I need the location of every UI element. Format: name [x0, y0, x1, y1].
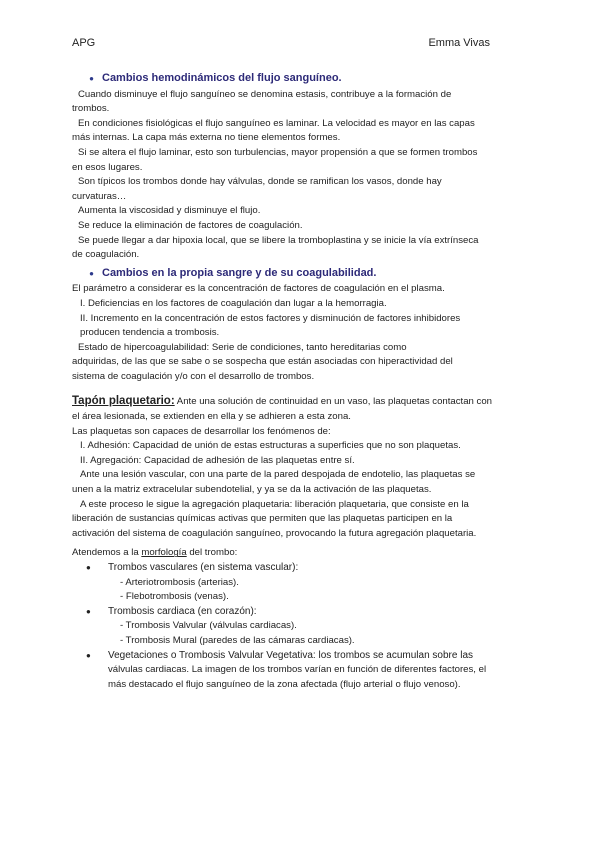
paragraph-line: Ante una lesión vascular, con una parte de la pared despojada de endotelio, las plaquetas se [80, 469, 476, 481]
document-body [72, 68, 532, 692]
list-item-cardiac [72, 605, 532, 620]
paragraph-line: Si se altera el flujo laminar, esto son turbulencias, mayor propensión a que se formen trombos [78, 146, 478, 158]
paragraph-line: activación del sistema de coagulación sanguíneo, provocando la futura agregación plaquetaria. [72, 527, 477, 539]
list-item-vascular [72, 561, 532, 576]
sub-item: - Trombosis Mural (paredes de las cámaras cardiacas). [120, 634, 355, 646]
list-item-continuation: más destacado el flujo sanguíneo de la zona afectada (flujo arterial o flujo venoso). [108, 678, 461, 690]
list-item-text: Trombos vasculares (en sistema vascular): [108, 562, 299, 573]
paragraph-line: más internas. La capa más externa no tiene elementos formes. [72, 132, 341, 144]
paragraph-line: El parámetro a considerar es la concentración de factores de coagulación en el plasma. [72, 283, 445, 295]
title-continuation: Ante una solución de continuidad en un vaso, las plaquetas contactan con [174, 396, 493, 408]
paragraph-line: I. Adhesión: Capacidad de unión de estas estructuras a superficies que no son plaquetas. [80, 440, 461, 452]
paragraph-line: Aumenta la viscosidad y disminuye el flujo. [78, 205, 261, 217]
header-left-text: APG [72, 37, 96, 49]
paragraph-line: sistema de coagulación y/o con el desarrollo de trombos. [72, 370, 315, 382]
bullet-icon: ● [86, 606, 91, 616]
paragraph-line: adquiridas, de las que se sabe o se sospecha que están asociadas con hiperactividad del [72, 356, 453, 368]
list-item-continuation: válvulas cardiacas. La imagen de los trombos varían en función de diferentes factores, el [108, 664, 487, 676]
intro-text-end: del trombo: [186, 547, 238, 559]
paragraph-line [72, 394, 532, 410]
paragraph-line: unen a la matriz extracelular subendotelial, y ya se da la activación de las plaquetas. [72, 484, 432, 496]
list-item-text: Trombosis cardiaca (en corazón): [108, 605, 257, 617]
paragraph-line: En condiciones fisiológicas el flujo sanguíneo es laminar. La velocidad es mayor en las capas [78, 117, 475, 129]
paragraph-line: trombos. [72, 103, 110, 115]
morphology-intro [72, 546, 532, 561]
paragraph-line: de coagulación. [72, 249, 140, 261]
sub-item: - Flebotrombosis (venas). [120, 591, 229, 603]
header-author: Emma Vivas [428, 37, 490, 49]
paragraph-line: Las plaquetas son capaces de desarrollar los fenómenos de: [72, 425, 331, 437]
list-item-text: Vegetaciones o Trombosis Valvular Vegetativa: los trombos se acumulan sobre las [108, 649, 474, 661]
heading-text: Cambios en la propia sangre y de su coagulabilidad. [102, 266, 377, 279]
section-heading-hemodynamic [72, 71, 532, 87]
paragraph-line: liberación de sustancias químicas activas que permiten que las plaquetas participen en la [72, 513, 453, 525]
paragraph-line: producen tendencia a trombosis. [80, 327, 220, 339]
paragraph-line: curvaturas… [72, 190, 127, 202]
paragraph-line: II. Agregación: Capacidad de adhesión de las plaquetas entre sí. [80, 454, 355, 466]
sub-item: - Trombosis Valvular (válvulas cardiacas). [120, 620, 297, 632]
bullet-icon: ● [89, 74, 94, 83]
paragraph-line: Se puede llegar a dar hipoxia local, que se libere la tromboplastina y se inicie la vía extrínseca [78, 234, 479, 246]
morphology-underlined: morfología [141, 547, 187, 559]
paragraph-line: Son típicos los trombos donde hay válvulas, donde se ramifican los vasos, donde hay [78, 176, 442, 188]
paragraph-line: en esos lugares. [72, 161, 143, 173]
paragraph-line: Estado de hipercoagulabilidad: Serie de condiciones, tanto hereditarias como [78, 341, 407, 353]
section-title-platelet-plug: Tapón plaquetario: [72, 395, 175, 408]
paragraph-line: A este proceso le sigue la agregación plaquetaria: liberación plaquetaria, que consiste en la [80, 498, 469, 510]
bullet-icon: ● [89, 268, 94, 278]
paragraph-line: Cuando disminuye el flujo sanguíneo se denomina estasis, contribuye a la formación de [78, 88, 452, 100]
sub-item: - Arteriotrombosis (arterias). [120, 576, 239, 588]
bullet-icon: ● [86, 650, 91, 660]
section-heading-coagulability [72, 266, 532, 282]
paragraph-line: II. Incremento en la concentración de estos factores y disminución de factores inhibidores [80, 312, 461, 324]
heading-text: Cambios hemodinámicos del flujo sanguíneo. [102, 72, 342, 84]
paragraph-line: Se reduce la eliminación de factores de coagulación. [78, 219, 303, 231]
list-item-vegetations [72, 649, 532, 664]
paragraph-line: I. Deficiencias en los factores de coagulación dan lugar a la hemorragia. [80, 297, 387, 309]
bullet-icon: ● [86, 563, 91, 572]
intro-text: Atendemos a la [72, 547, 142, 559]
paragraph-line: el área lesionada, se extienden en ella y se adhieren a esta zona. [72, 411, 351, 423]
